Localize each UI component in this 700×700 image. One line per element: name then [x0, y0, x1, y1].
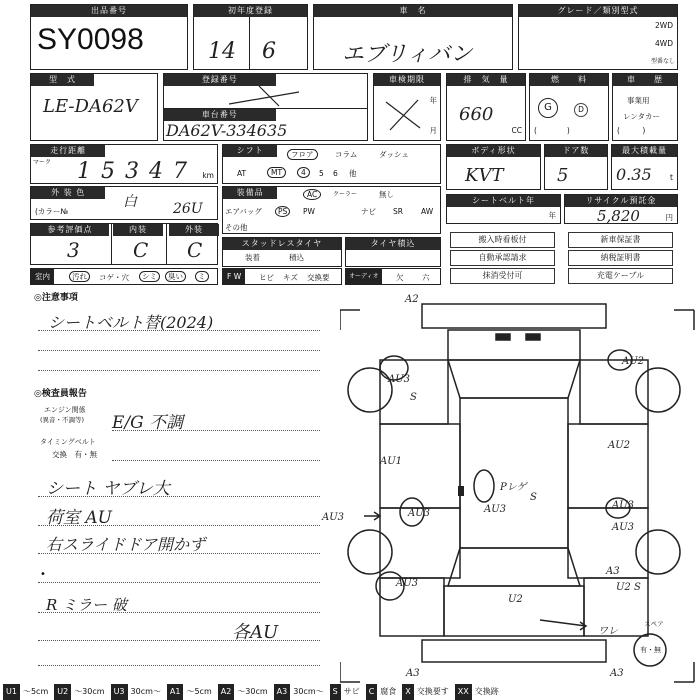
body-shape-box [446, 144, 541, 190]
equip-none: 無し [379, 190, 394, 199]
seatbelt-year-unit: 年 [548, 211, 556, 220]
history-box [612, 73, 678, 141]
equipment-label: 装備品 [223, 187, 277, 199]
audio-label: オーディオ [346, 269, 382, 284]
yen-unit: 円 [665, 213, 673, 222]
right-front-door [568, 424, 648, 508]
damage-wheel-note: Pレゲ [500, 482, 527, 493]
fw-row [222, 268, 342, 285]
exterior-color-label: 外 装 色 [31, 187, 105, 199]
damage-circle-seat [474, 470, 494, 502]
history-rental: レンタカー [623, 112, 661, 121]
car-name-value: エブリィバン [342, 42, 473, 67]
wheel-rear-left [348, 530, 392, 574]
note-line [38, 640, 320, 641]
legend-key: U3 [111, 684, 128, 700]
exterior-score-label: 外装 [169, 224, 219, 236]
spare-yes-no: 有・無 [640, 646, 661, 654]
chassis-number-label: 車台番号 [164, 109, 276, 121]
fw-label: F W [223, 269, 245, 284]
max-load-unit: t [670, 173, 673, 182]
tax-certificate-button: 納税証明書 [568, 250, 673, 266]
shift-5: 5 [319, 169, 324, 178]
recycle-box [564, 194, 678, 224]
damage-crack: ワレ [598, 626, 618, 637]
wheel-rear-right [636, 530, 680, 574]
lot-number-box [30, 4, 188, 70]
front-panel [448, 330, 580, 360]
timing-belt-label: タイミングベルト [40, 438, 96, 446]
equip-sr: SR [393, 207, 403, 216]
legend-key: U2 [54, 684, 71, 700]
legend-value: 30cm〜 [293, 687, 324, 696]
seatbelt-year-label: シートベルト年 [447, 195, 560, 207]
note-line [112, 460, 320, 461]
legend-key: U1 [3, 684, 20, 700]
report-item-2: 荷室 AU [46, 508, 113, 528]
damage-au2-right: AU2 [608, 440, 631, 451]
left-side-bracket [340, 310, 360, 682]
report-item-1: シート ヤブレ大 [46, 479, 170, 499]
damage-u2-rear: U2 [508, 594, 523, 605]
inspection-expiry-label: 車検期限 [374, 74, 440, 86]
legend-value: 30cm〜 [130, 687, 161, 696]
damage-au3-rear-right: AU3 [612, 500, 635, 511]
note-line [38, 553, 320, 554]
legend-value: 〜30cm [74, 687, 105, 696]
model-type-box [30, 73, 158, 141]
year-unit: 年 [429, 96, 437, 105]
wheel-front-right [636, 368, 680, 412]
spare-tire-label: スペア [644, 620, 664, 628]
damage-au3-door: AU3 [408, 508, 431, 519]
windshield [448, 360, 580, 398]
max-load-box [611, 144, 678, 190]
wheel-front-left [348, 368, 392, 412]
arrow-rear [540, 620, 586, 630]
report-item-3: 右スライドドア開かず [46, 535, 206, 554]
damage-a3-bottom-left: A3 [406, 668, 420, 679]
front-bumper [422, 304, 606, 328]
legend-key: X [402, 684, 413, 700]
inspection-expiry-box [373, 73, 441, 141]
fuel-gasoline: G [538, 98, 558, 118]
damage-a3-rear-right: A3 [606, 566, 620, 577]
legend-value: サビ [343, 687, 360, 696]
recycle-label: リサイクル預託金 [565, 195, 677, 207]
mileage-mark-label: マーク [33, 159, 52, 166]
displacement-box [446, 73, 526, 141]
new-car-warranty-button: 新車保証書 [568, 232, 673, 248]
note-line [38, 350, 320, 351]
equip-navi: ナビ [361, 207, 376, 216]
registration-number-label: 登録番号 [164, 74, 276, 86]
equip-cooler: クーラー [333, 191, 358, 198]
damage-s-front-left: S [410, 392, 417, 403]
engine-value: E/G 不調 [112, 413, 184, 433]
evaluation-box [30, 223, 218, 265]
equip-other-label: その他 [225, 223, 248, 232]
car-name-box [313, 4, 513, 70]
interior-score-value: C [133, 238, 149, 262]
damage-au3-left: AU3 [322, 512, 345, 523]
first-registration-box [193, 4, 308, 70]
shift-column: コラム [335, 150, 358, 159]
note-line [38, 525, 320, 526]
legend-key: XX [455, 684, 472, 700]
interior-condition-row [30, 268, 218, 285]
shift-box [222, 144, 441, 184]
note-line [38, 496, 320, 497]
color-number-value: 26U [173, 201, 203, 217]
tire-load-box [345, 237, 441, 267]
interior-row-label: 室内 [31, 269, 54, 284]
note-line [112, 430, 320, 431]
legend-value: 〜5cm [186, 687, 212, 696]
roof [460, 398, 568, 548]
shift-other: 他 [349, 169, 357, 178]
equip-ps: PS [275, 206, 290, 217]
damage-legend [0, 684, 700, 700]
max-load-value: 0.35 [616, 165, 652, 184]
interior-score-label: 内装 [113, 224, 163, 236]
car-name-label: 車 名 [314, 5, 512, 17]
damage-au3-front-left: AU3 [388, 374, 411, 385]
seatbelt-year-box [446, 194, 561, 224]
front-marker-right [526, 334, 540, 340]
legend-value: 〜5cm [22, 687, 49, 696]
right-front-fender [580, 360, 648, 424]
damage-a2-top: A2 [405, 294, 419, 305]
history-paren: ( ) [617, 126, 646, 135]
recycle-value: 5,820 [597, 207, 640, 225]
damage-au2-front-right: AU2 [622, 356, 645, 367]
equip-ac: AC [303, 189, 321, 200]
legend-value: 交換跡 [474, 687, 499, 696]
center-marker [458, 486, 464, 496]
right-side-bracket [674, 310, 694, 682]
mileage-box [30, 144, 218, 184]
studless-box [222, 237, 342, 267]
tire-load-label: タイヤ積込 [346, 238, 440, 250]
legend-key: A1 [167, 684, 184, 700]
body-shape-value: KVT [465, 165, 504, 186]
damage-au3-center: AU3 [484, 504, 507, 515]
damage-u2-s: U2 S [616, 582, 641, 593]
front-marker-left [496, 334, 510, 340]
registration-year: 14 [208, 39, 236, 64]
notes-title: ◎注意事項 [34, 293, 78, 303]
damage-au1: AU1 [380, 456, 403, 467]
history-label: 車 歴 [613, 74, 677, 86]
history-business: 事業用 [627, 96, 650, 105]
lot-number-value: SY0098 [37, 23, 144, 56]
shift-dash: ダッシュ [379, 150, 409, 159]
studless-mounted: 装着 [245, 253, 260, 262]
grade-box [518, 4, 678, 70]
legend-value: 交換要す [416, 687, 449, 696]
studless-loaded: 積込 [289, 253, 304, 262]
equip-pw: PW [303, 207, 315, 216]
damage-a3-bottom-right: A3 [610, 668, 624, 679]
studless-label: スタッドレスタイヤ [223, 238, 341, 250]
lot-number-label: 出品番号 [31, 5, 187, 17]
interior-dirty: 汚れ [69, 271, 90, 282]
note-line [38, 582, 320, 583]
note-line [38, 330, 320, 331]
exterior-color-value: 白 [123, 194, 137, 210]
interior-burn: コゲ・穴 [99, 273, 129, 282]
cross-out-mark [219, 82, 309, 108]
interior-tobacco: ミ [195, 271, 209, 282]
bullet-dot: • [40, 569, 46, 580]
fuel-box [529, 73, 609, 141]
inspector-report-title: ◎検査員報告 [34, 389, 87, 399]
report-item-5: R ミラー 破 [46, 596, 127, 614]
mileage-value: 15347 [77, 159, 197, 184]
arrow-left [364, 512, 380, 520]
rear-bumper [422, 640, 606, 662]
shift-6: 6 [333, 169, 338, 178]
registration-month: 6 [262, 39, 276, 64]
legend-value: 〜30cm [237, 687, 268, 696]
legend-key: A3 [274, 684, 291, 700]
fw-crack: ヒビ [259, 273, 274, 282]
model-type-label: 型 式 [31, 74, 94, 86]
first-registration-label: 初年度登録 [194, 5, 307, 17]
equip-aw: AW [421, 207, 434, 216]
chassis-number-value: DA62V-334635 [166, 121, 288, 140]
doors-value: 5 [557, 165, 569, 186]
legend-value: 腐食 [380, 687, 397, 696]
body-shape-label: ボディ形状 [447, 145, 540, 157]
shift-label: シフト [223, 145, 277, 157]
damage-au3-left-rear: AU3 [396, 578, 419, 589]
wd4-option: 4WD [655, 39, 673, 48]
report-footer: 各AU [232, 622, 279, 643]
exterior-color-box [30, 186, 218, 220]
notes-line-1: シートベルト替(2024) [48, 313, 214, 332]
fuel-label: 燃 料 [530, 74, 608, 86]
timing-belt-sub: 交換 有・無 [52, 450, 97, 459]
displacement-label: 排 気 量 [447, 74, 525, 86]
engine-sub-label: (異音・不調等) [40, 416, 85, 424]
shift-floor: フロア [287, 149, 318, 160]
color-number-label: (カラー№ [35, 207, 69, 216]
interior-odor: 臭い [165, 271, 186, 282]
wd2-option: 2WD [655, 21, 673, 30]
damage-s-center: S [530, 492, 537, 503]
doors-label: ドア数 [545, 145, 607, 157]
reference-score-value: 3 [67, 238, 80, 262]
registration-chassis-box [163, 73, 368, 141]
no-model-option: 型番なし [650, 58, 675, 65]
month-unit: 月 [429, 126, 437, 135]
cross-out-mark [384, 98, 424, 132]
note-line [38, 665, 320, 666]
delivery-sign-button: 搬入時看板付 [450, 232, 555, 248]
interior-stain: シミ [139, 271, 160, 282]
displacement-value: 660 [459, 104, 494, 125]
model-type-value: LE-DA62V [43, 96, 138, 117]
rear-window [448, 548, 580, 586]
mileage-label: 走行距離 [31, 145, 105, 157]
note-line [38, 370, 320, 371]
shift-at: AT [237, 169, 247, 178]
engine-label: エンジン関係 [44, 406, 86, 414]
shift-4: 4 [297, 167, 310, 178]
audio-row [345, 268, 441, 285]
fuel-diesel: D [574, 103, 588, 117]
equipment-box [222, 186, 441, 234]
legend-key: C [366, 684, 378, 700]
audio-lack: 欠 [396, 273, 404, 282]
fw-replace: 交換要 [307, 273, 330, 282]
cc-unit: CC [511, 126, 522, 135]
legend-key: A2 [218, 684, 235, 700]
reference-score-label: 参考評価点 [31, 224, 109, 236]
audio-six: 六 [422, 273, 430, 282]
legend-key: S [330, 684, 341, 700]
airbag-label: エアバッグ [225, 207, 262, 216]
damage-au3-rear-body: AU3 [612, 522, 635, 533]
max-load-label: 最大積載量 [612, 145, 677, 157]
km-unit: km [202, 171, 214, 180]
fw-scratch: キズ [283, 273, 298, 282]
fuel-paren-left: ( ) [534, 126, 570, 135]
deregistration-button: 抹消受付可 [450, 268, 555, 284]
doors-box [544, 144, 608, 190]
charging-cable-button: 充電ケーブル [568, 268, 673, 284]
grade-label: グレード／類別型式 [519, 5, 677, 17]
note-line [38, 612, 320, 613]
auto-approval-button: 自動承認請求 [450, 250, 555, 266]
exterior-score-value: C [187, 238, 203, 262]
shift-mt: MT [267, 167, 286, 178]
